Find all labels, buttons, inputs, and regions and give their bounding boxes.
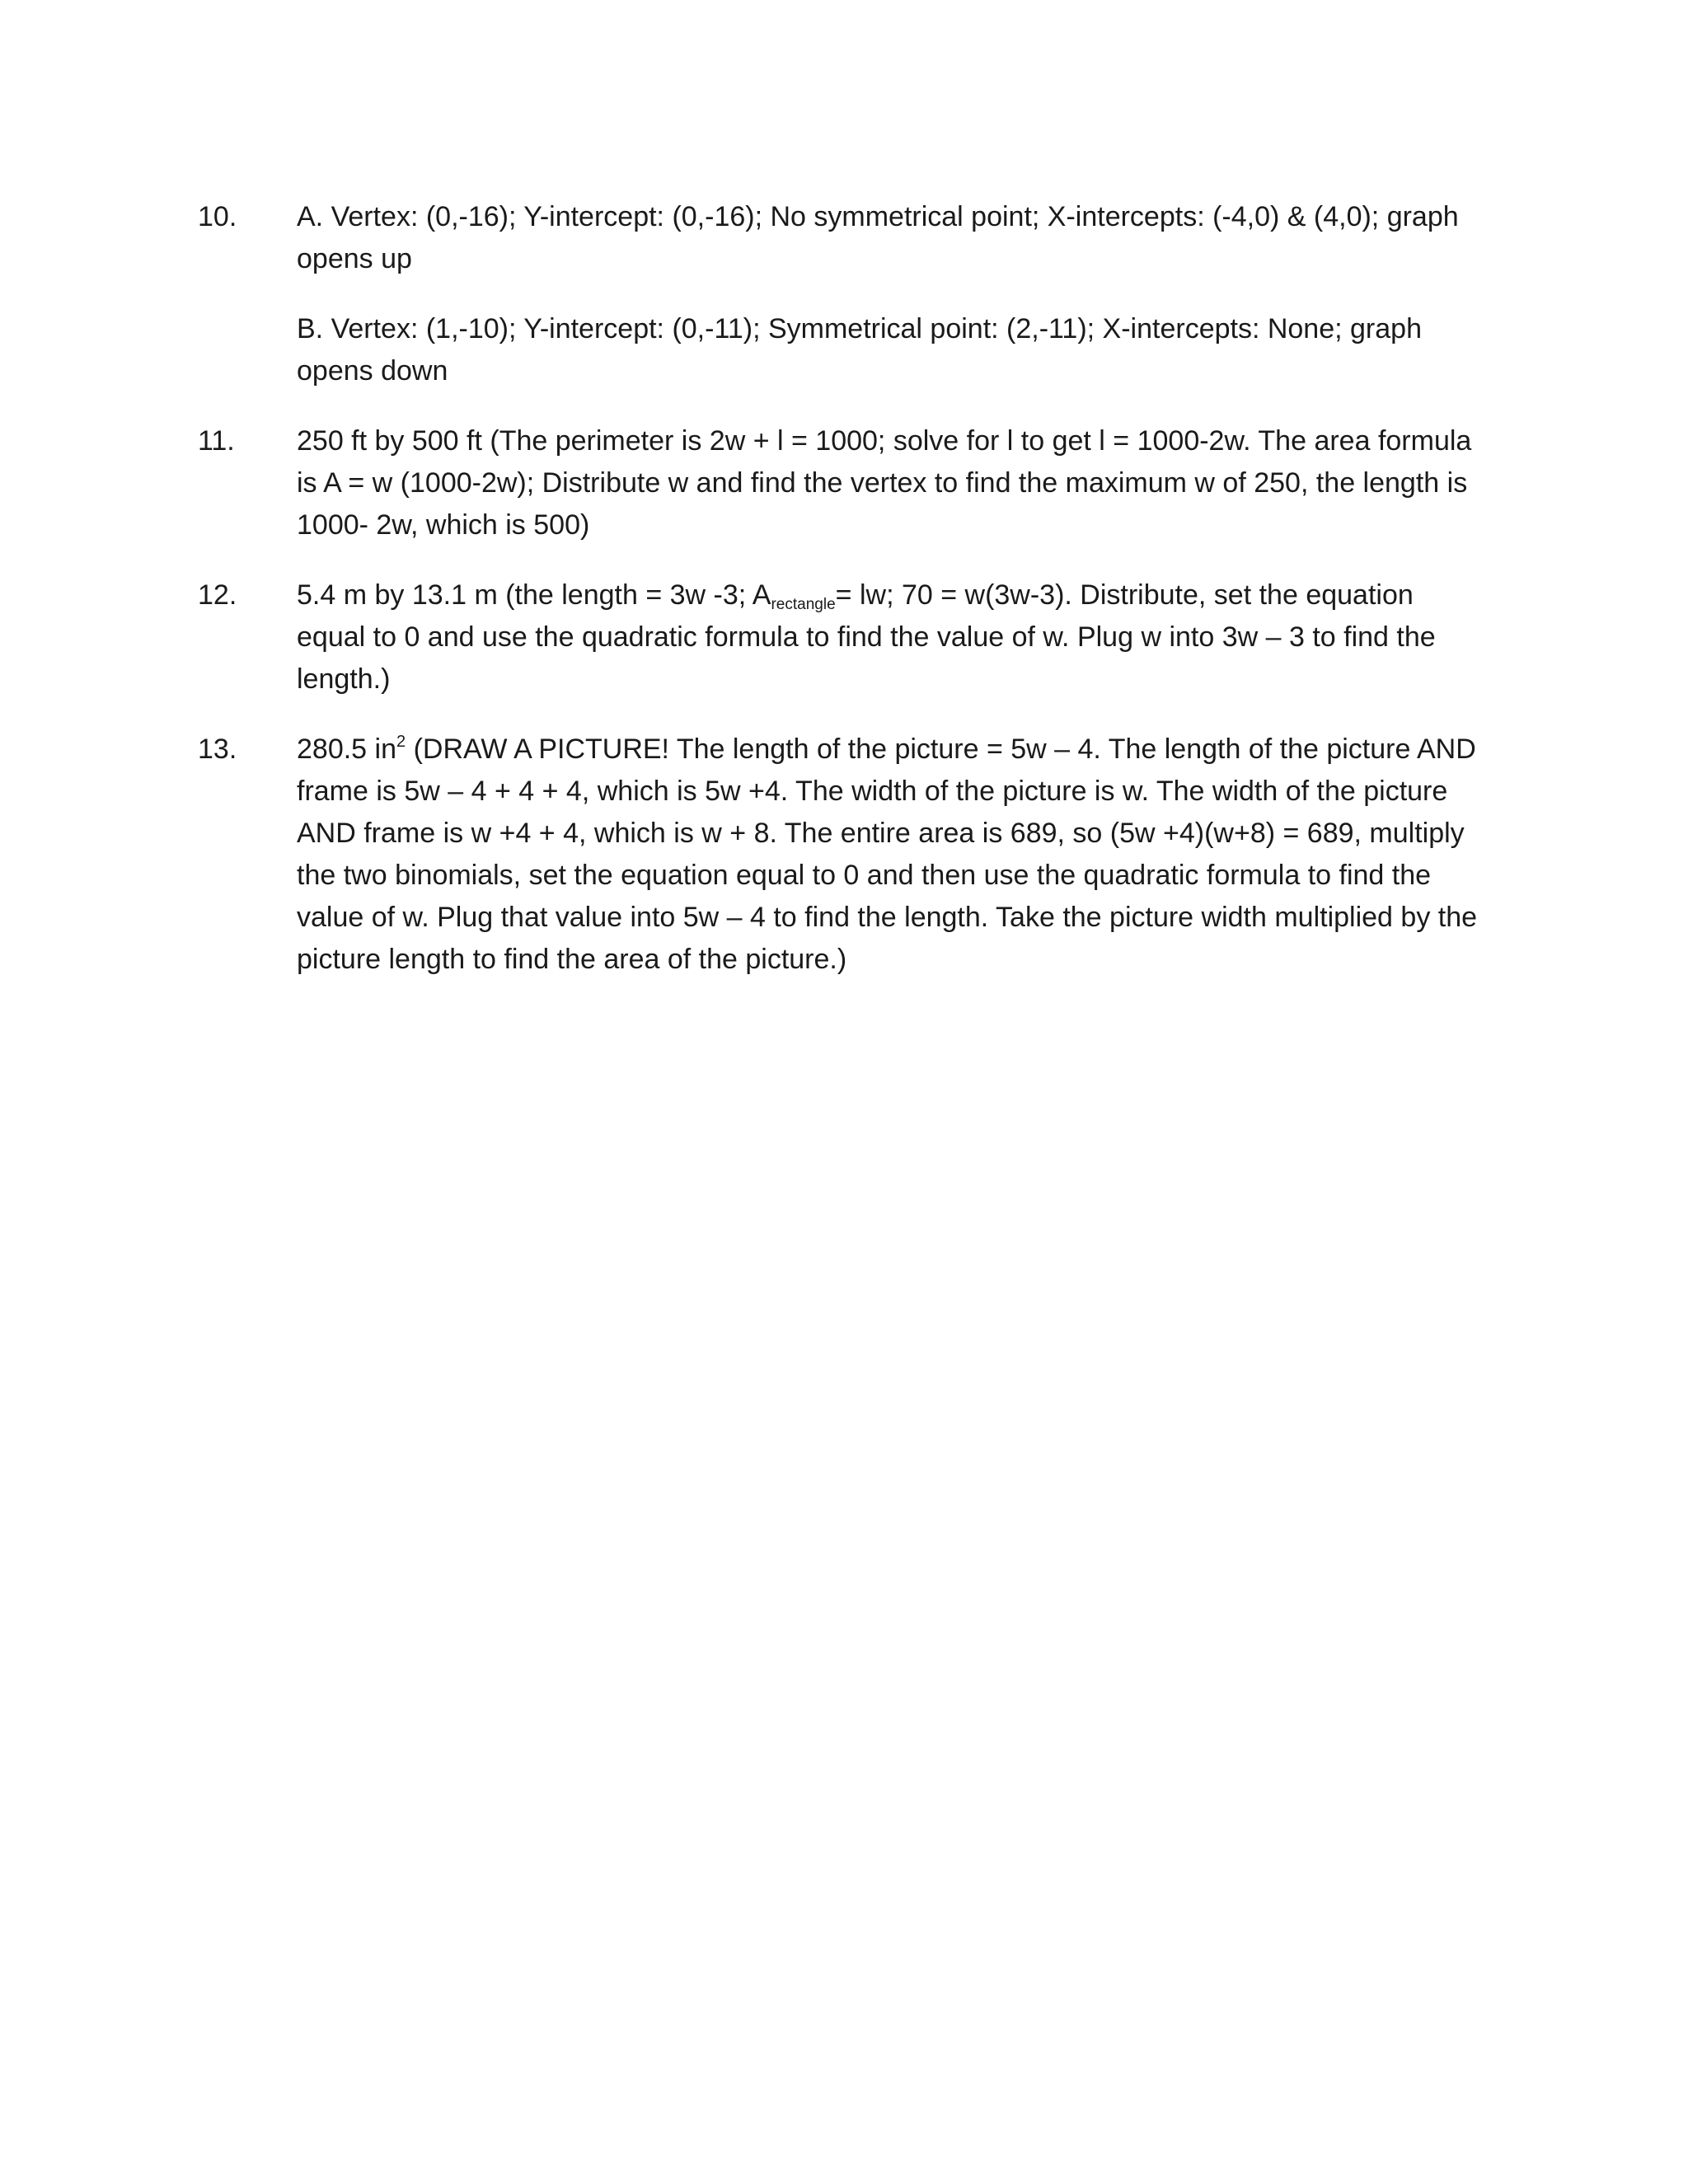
answer-text [297,729,1484,981]
answer-item-12 [198,574,1484,701]
answer-part-b: B. Vertex: (1,-10); Y-intercept: (0,-11); Symmetrical point: (2,-11); X-intercepts: None; graph opens down [297,313,1422,387]
subscript-rectangle: rectangle [771,596,836,613]
answer-body [297,196,1484,392]
answer-number: 12. [198,579,237,611]
answer-item-11 [198,420,1484,546]
answer-number: 10. [198,201,237,232]
answer-body [297,574,1484,701]
answer-text-start: 280.5 in [297,733,396,765]
answer-number: 13. [198,733,237,765]
answer-text-rest: = lw; 70 = w(3w-3). Distribute, set the equation equal to 0 and use the quadratic formula to find the value of w. Plug w into 3w – 3 to find the length.) [297,579,1436,695]
answer-list [198,196,1484,1009]
answer-body [297,420,1484,546]
answer-text [297,574,1484,701]
answer-text-rest: (DRAW A PICTURE! The length of the picture = 5w – 4. The length of the picture AND frame is 5w – 4 + 4 + 4, which is 5w +4. The width of the picture is w. The width of the picture AND frame is w +4 + 4, which is w + 8. The entire area is 689, so (5w +4)(w+8) = 689, multiply the two binomials, set the equation equal to 0 and then use the quadratic formula to find the value of w. Plug that value into 5w – 4 to find the length. Take the picture width multiplied by the picture length to find the area of the picture.) [297,733,1478,975]
answer-part-a: A. Vertex: (0,-16); Y-intercept: (0,-16); No symmetrical point; X-intercepts: (-4,0) & (4,0); graph opens up [297,201,1459,274]
answer-item-10 [198,196,1484,392]
superscript-squared: 2 [396,733,406,751]
answer-body [297,729,1484,981]
answer-text-start: 5.4 m by 13.1 m (the length = 3w -3; A [297,579,771,611]
answer-number: 11. [198,425,235,457]
answer-item-13 [198,729,1484,981]
answer-text: 250 ft by 500 ft (The perimeter is 2w + l = 1000; solve for l to get l = 1000-2w. The area formula is A = w (1000-2w); Distribute w and find the vertex to find the maximum w of 250, the length is 1000- 2w, which is 500) [297,425,1472,541]
